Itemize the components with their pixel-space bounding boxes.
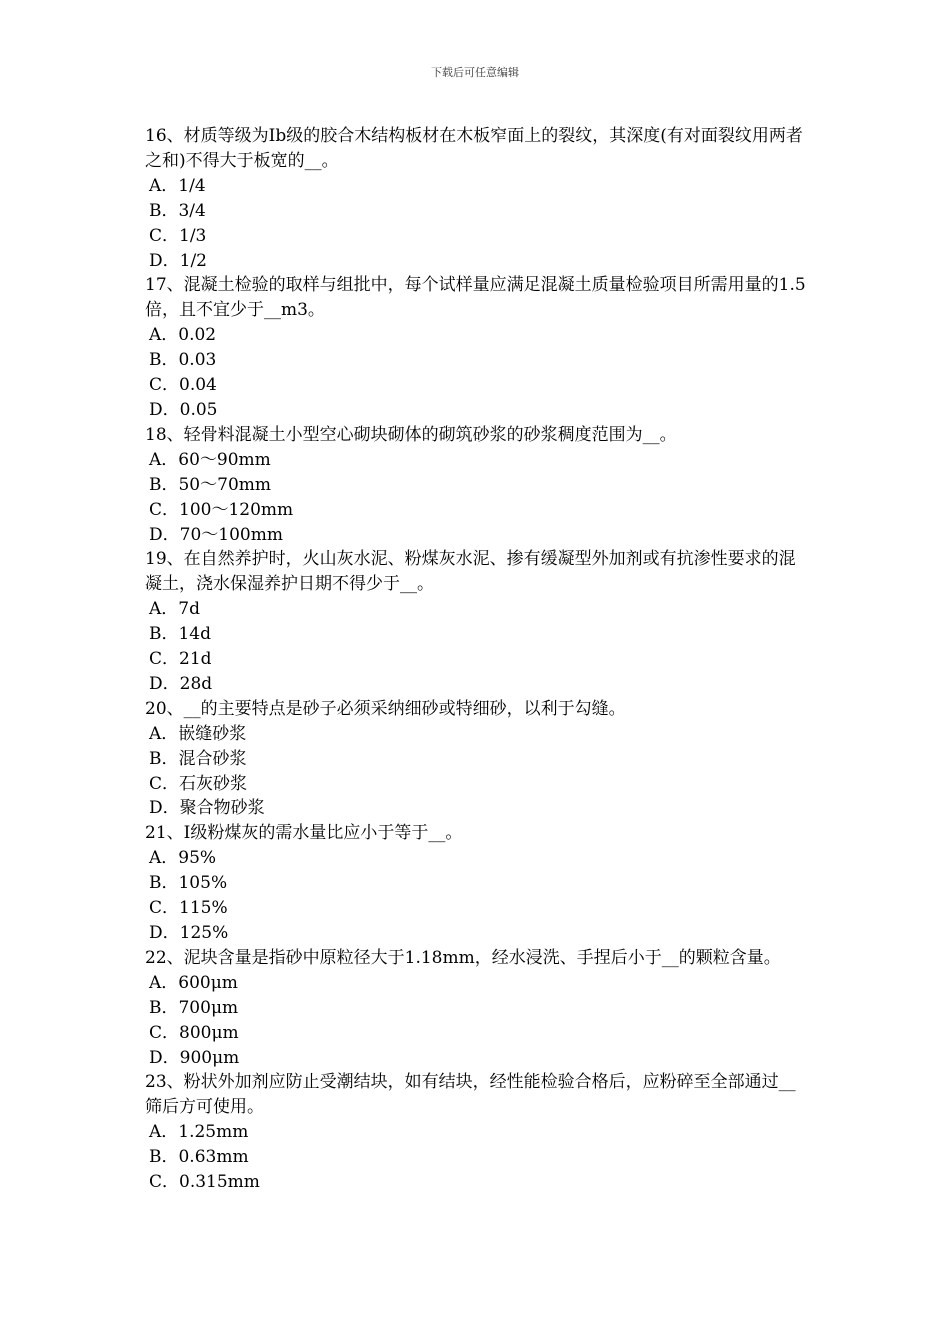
option-a: A．60～90mm (149, 449, 271, 470)
question-20 (145, 697, 810, 822)
option-c: C．100～120mm (149, 499, 294, 520)
option-c: C．115% (149, 898, 228, 919)
question-text: 17、混凝土检验的取样与组批中，每个试样量应满足混凝土质量检验项目所需用量的1.5倍，且不宜少于__m3。 (145, 275, 806, 321)
option-b: B．700μm (149, 997, 239, 1018)
option-c: C．800μm (149, 1022, 239, 1043)
option-a: A．95% (149, 848, 217, 869)
option-d: D．28d (149, 673, 213, 694)
question-text: 18、轻骨料混凝土小型空心砌块砌体的砌筑砂浆的砂浆稠度范围为__。 (145, 424, 677, 445)
question-text: 23、粉状外加剂应防止受潮结块，如有结块，经性能检验合格后，应粉碎至全部通过__筛后方可使用。 (145, 1072, 796, 1118)
question-17 (145, 273, 810, 422)
question-21 (145, 821, 810, 946)
question-text: 22、泥块含量是指砂中原粒径大于1.18mm，经水浸洗、手捏后小于__的颗粒含量。 (145, 947, 781, 968)
option-a: A．1.25mm (149, 1122, 249, 1143)
option-c: C．石灰砂浆 (149, 773, 248, 794)
option-b: B．0.63mm (149, 1147, 249, 1168)
question-19 (145, 547, 810, 696)
option-b: B．3/4 (149, 200, 206, 221)
option-a: A．嵌缝砂浆 (149, 723, 247, 744)
question-text: 20、__的主要特点是砂子必须采纳细砂或特细砂，以利于勾缝。 (145, 698, 626, 719)
question-text: 19、在自然养护时，火山灰水泥、粉煤灰水泥、掺有缓凝型外加剂或有抗渗性要求的混凝土，浇水保湿养护日期不得少于__。 (145, 549, 796, 595)
question-23 (145, 1070, 810, 1195)
option-d: D．70～100mm (149, 524, 283, 545)
option-a: A．1/4 (149, 175, 206, 196)
option-c: C．21d (149, 649, 212, 670)
option-d: D．125% (149, 923, 229, 943)
option-a: A．7d (149, 599, 200, 620)
option-b: B．混合砂浆 (149, 748, 247, 769)
option-c: C．0.315mm (149, 1172, 260, 1193)
option-b: B．50～70mm (149, 474, 271, 495)
question-18 (145, 423, 810, 548)
option-b: B．0.03 (149, 350, 217, 371)
option-c: C．1/3 (149, 225, 207, 246)
option-c: C．0.04 (149, 375, 217, 396)
question-22 (145, 946, 810, 1071)
question-text: 21、Ⅰ级粉煤灰的需水量比应小于等于__。 (145, 823, 463, 844)
option-d: D．0.05 (149, 399, 218, 420)
page-header: 下载后可任意编辑 (431, 66, 519, 79)
option-a: A．600μm (149, 972, 238, 993)
option-d: D．1/2 (149, 250, 207, 271)
option-a: A．0.02 (149, 325, 217, 346)
question-16 (145, 124, 810, 273)
question-text: 16、材质等级为Ⅰb级的胶合木结构板材在木板窄面上的裂纹，其深度(有对面裂纹用两者之和)不得大于板宽的__。 (145, 126, 803, 171)
option-b: B．14d (149, 624, 212, 645)
option-b: B．105% (149, 873, 228, 894)
option-d: D．900μm (149, 1047, 240, 1068)
option-d: D．聚合物砂浆 (149, 798, 265, 819)
question-list (145, 124, 810, 1195)
